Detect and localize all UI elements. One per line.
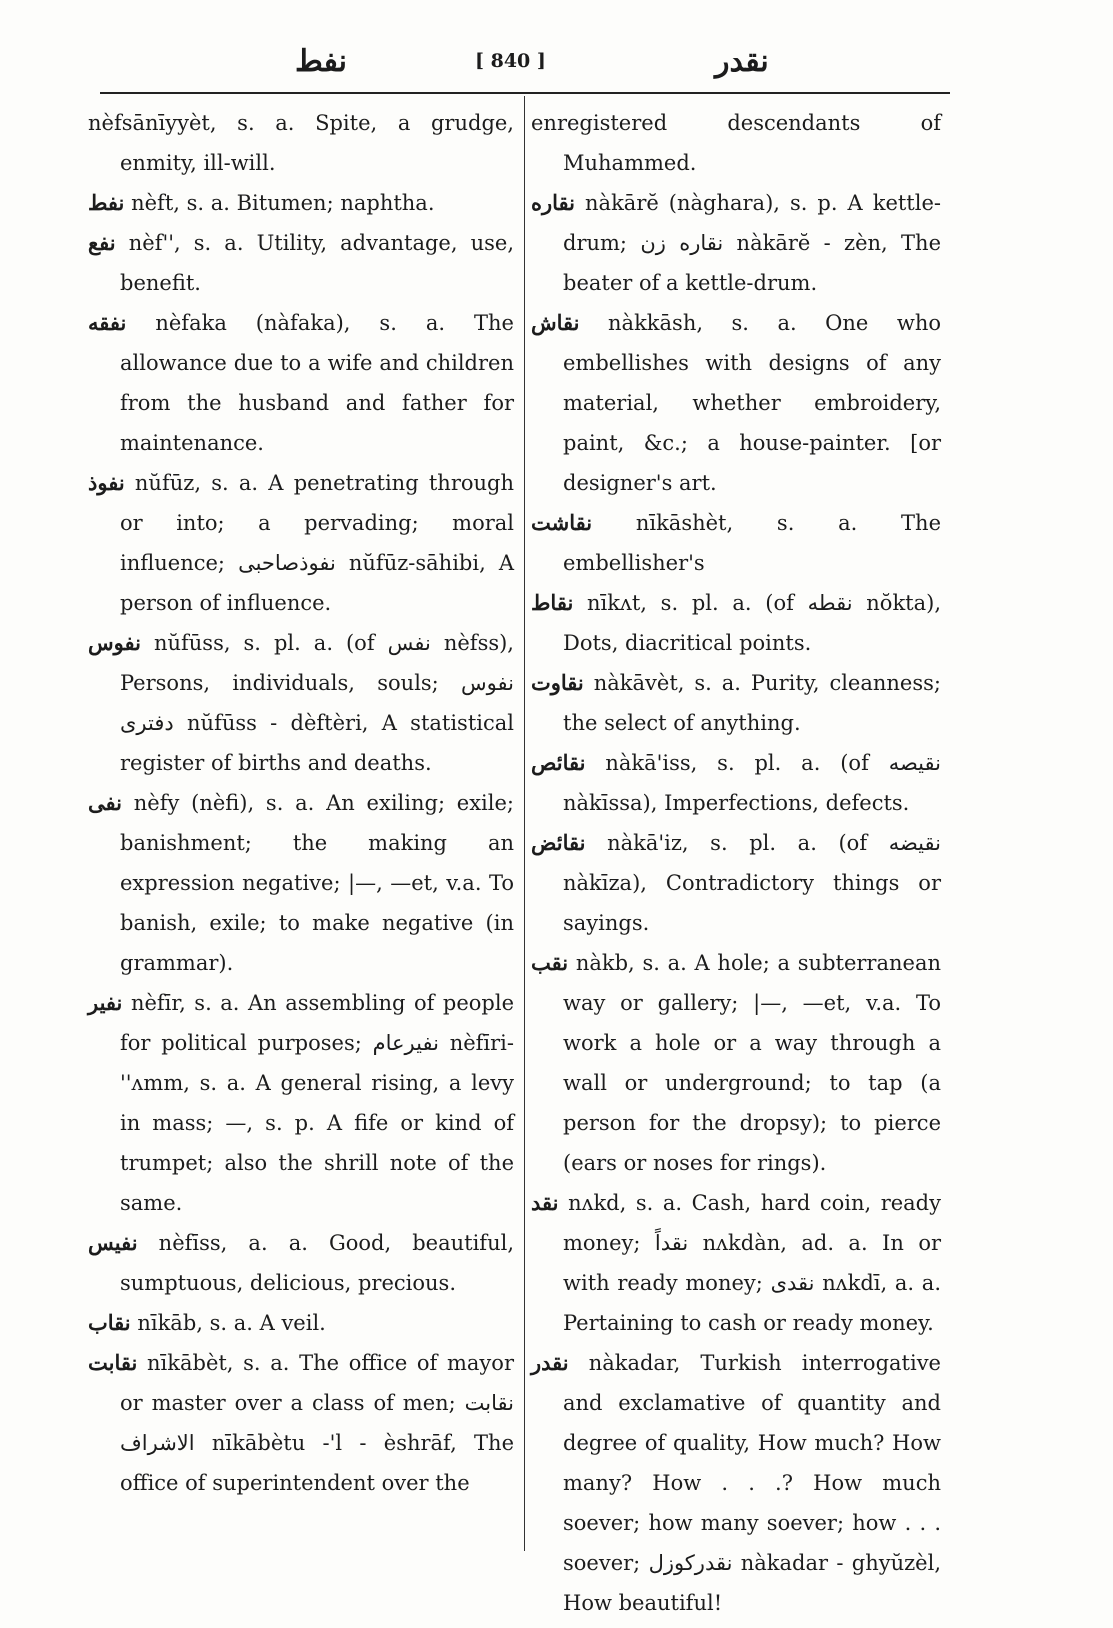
entry-text: nʌkd, s. a. Cash, hard coin, ready money; نقداً nʌkdàn, ad. a. In or with ready money; نقدى nʌkdī, a. a. Pertaining to cash or ready money. [563,1191,941,1335]
entry-arabic: نفى [88,790,122,815]
dictionary-entry [531,503,941,583]
dictionary-entry [531,743,941,823]
dictionary-entry [88,1303,514,1343]
entry-arabic: نقاشت [531,510,593,535]
dictionary-entry [88,463,514,623]
entry-text: nèfsānīyyèt, s. a. Spite, a grudge, enmity, ill-will. [88,111,514,175]
entry-arabic: نقاوت [531,670,584,695]
dictionary-entry [531,943,941,1183]
entry-arabic: نقائص [531,750,586,775]
dictionary-entry [88,783,514,983]
dictionary-entry [88,983,514,1223]
right-column [531,103,941,1623]
entry-arabic: نقابت [88,1350,138,1375]
entry-arabic: نفيس [88,1230,138,1255]
entry-text: nàkāvèt, s. a. Purity, cleanness; the select of anything. [563,671,941,735]
entry-arabic: نفقه [88,310,127,335]
entry-arabic: نقاب [88,1310,131,1335]
entry-text: nīkāshèt, s. a. The embellisher's [563,511,941,575]
entry-arabic: نقاره [531,190,576,215]
dictionary-entry [88,183,514,223]
entry-text: nīkʌt, s. pl. a. (of نقطه nŏkta), Dots, diacritical points. [563,591,941,655]
entry-text: nŭfūss, s. pl. a. (of نفس nèfss), Persons, individuals, souls; نفوس دفترى nŭfūss - dèftèri, A statistical register of births and deaths. [120,631,514,775]
entry-arabic: نفوس [88,630,141,655]
header-left-arabic: نفط [295,44,348,79]
entry-text: nàkadar, Turkish interrogative and exclamative of quantity and degree of quality, How much? How many? How . . .? How much soever; how many soever; how . . . soever; نقدركوزل nàkadar - ghyŭzèl, How beautiful! [563,1351,941,1615]
dictionary-entry [531,1183,941,1343]
dictionary-entry [88,1223,514,1303]
dictionary-entry [531,303,941,503]
entry-text: nàkā'iss, s. pl. a. (of نقيصه nàkīssa), Imperfections, defects. [563,751,941,815]
entry-text: enregistered descendants of Muhammed. [531,111,941,175]
entry-arabic: نفوذ [88,470,125,495]
dictionary-entry [531,1343,941,1623]
page-number: [ 840 ] [475,50,546,72]
entry-text: nàkārĕ (nàghara), s. p. A kettle-drum; نقاره زن nàkārĕ - zèn, The beater of a kettle-drum. [563,191,942,295]
dictionary-entry [531,823,941,943]
entry-arabic: نقائض [531,830,586,855]
dictionary-entry [88,303,514,463]
dictionary-entry [531,583,941,663]
entry-arabic: نقاش [531,310,580,335]
entry-text: nàkb, s. a. A hole; a subterranean way or gallery; |—, —et, v.a. To work a hole or a way through a wall or underground; to tap (a person for the dropsy); to pierce (ears or noses for rings). [563,951,941,1175]
dictionary-entry [88,1343,514,1503]
dictionary-entry [531,663,941,743]
dictionary-entry [88,623,514,783]
dictionary-entry [531,183,941,303]
entry-text: nàkkāsh, s. a. One who embellishes with designs of any material, whether embroidery, paint, &c.; a house-painter. [or designer's art. [563,311,941,495]
header-right-arabic: نقدر [715,44,769,79]
dictionary-entry [88,223,514,303]
entry-arabic: نقد [531,1190,559,1215]
page-header [100,36,950,94]
entry-text: nīkābèt, s. a. The office of mayor or master over a class of men; نقابت الاشراف nīkābètu -'l - èshrāf, The office of superintendent over the [120,1351,514,1495]
column-divider [524,96,525,1551]
entry-text: nèft, s. a. Bitumen; naphtha. [131,191,435,215]
entry-arabic: نقاط [531,590,574,615]
entry-arabic: نفع [88,230,116,255]
entry-text: nàkā'iz, s. pl. a. (of نقيضه nàkīza), Contradictory things or sayings. [563,831,941,935]
entry-text: nèfīr, s. a. An assembling of people for political purposes; نفيرعام nèfīri-''ʌmm, s. a. A general rising, a levy in mass; —, s. p. A fife or kind of trumpet; also the shrill note of the same. [120,991,514,1215]
entry-arabic: نقدر [531,1350,569,1375]
entry-text: nīkāb, s. a. A veil. [137,1311,326,1335]
dictionary-entry [88,103,514,183]
dictionary-entry [531,103,941,183]
entry-arabic: نفط [88,190,125,215]
entry-arabic: نقب [531,950,569,975]
entry-arabic: نفير [88,990,123,1015]
entry-text: nèfaka (nàfaka), s. a. The allowance due to a wife and children from the husband and father for maintenance. [120,311,514,455]
entry-text: nèf'', s. a. Utility, advantage, use, benefit. [120,231,514,295]
entry-text: nèfīss, a. a. Good, beautiful, sumptuous, delicious, precious. [120,1231,514,1295]
left-column [88,103,514,1503]
entry-text: nŭfūz, s. a. A penetrating through or into; a pervading; moral influence; نفوذصاحبى nŭfūz-sāhibi, A person of influence. [120,471,514,615]
entry-text: nèfy (nèfi), s. a. An exiling; exile; banishment; the making an expression negative; |—, —et, v.a. To banish, exile; to make negative (in grammar). [120,791,514,975]
